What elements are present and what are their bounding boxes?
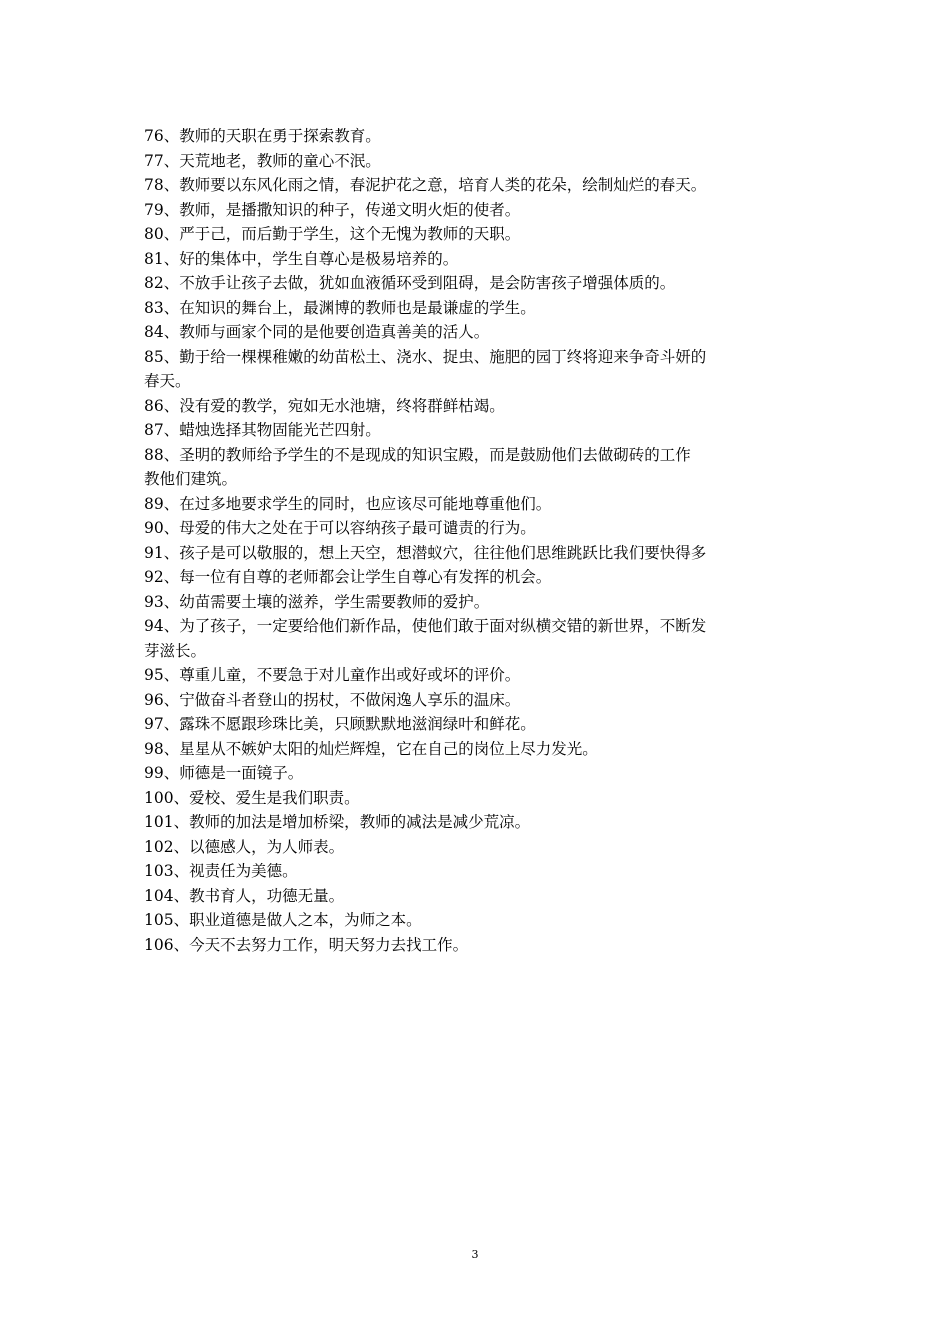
text-line: 106、今天不去努力工作，明天努力去找工作。 xyxy=(144,935,469,954)
text-line: 103、视责任为美德。 xyxy=(144,862,298,880)
page-number: 3 xyxy=(471,1248,479,1261)
text-line: 81、好的集体中，学生自尊心是极易培养的。 xyxy=(144,249,459,268)
text-line: 76、教师的天职在勇于探索教育。 xyxy=(144,127,381,145)
text-line: 97、露珠不愿跟珍珠比美，只顾默默地滋润绿叶和鲜花。 xyxy=(144,715,536,733)
text-line: 101、教师的加法是增加桥梁，教师的减法是减少荒凉。 xyxy=(144,813,531,831)
text-line: 90、母爱的伟大之处在于可以容纳孩子最可谴责的行为。 xyxy=(144,519,536,537)
text-line: 教他们建筑。 xyxy=(144,470,238,488)
text-line: 芽滋长。 xyxy=(144,641,207,660)
text-line: 89、在过多地要求学生的同时，也应该尽可能地尊重他们。 xyxy=(144,494,552,513)
text-line: 96、宁做奋斗者登山的拐杖，不做闲逸人享乐的温床。 xyxy=(144,690,521,709)
text-line: 80、严于己，而后勤于学生，这个无愧为教师的天职。 xyxy=(144,225,521,243)
quote-list xyxy=(144,124,814,957)
text-line: 84、教师与画家个同的是他要创造真善美的活人。 xyxy=(144,323,490,341)
text-line: 82、不放手让孩子去做，犹如血液循环受到阻碍，是会防害孩子增强体质的。 xyxy=(144,274,676,292)
text-line: 98、星星从不嫉妒太阳的灿烂辉煌，它在自己的岗位上尽力发光。 xyxy=(144,739,598,758)
text-line: 104、教书育人，功德无量。 xyxy=(144,886,345,905)
text-line: 95、尊重儿童，不要急于对儿童作出或好或坏的评价。 xyxy=(144,666,521,684)
text-line: 79、教师，是播撒知识的种子，传递文明火炬的使者。 xyxy=(144,200,521,219)
text-line: 83、在知识的舞台上，最渊博的教师也是最谦虚的学生。 xyxy=(144,298,536,317)
text-line: 94、为了孩子，一定要给他们新作品，使他们敢于面对纵横交错的新世界，不断发 xyxy=(144,617,707,635)
text-line: 93、幼苗需要土壤的滋养，学生需要教师的爱护。 xyxy=(144,592,490,611)
text-line: 78、教师要以东风化雨之情，春泥护花之意，培育人类的花朵，绘制灿烂的春天。 xyxy=(144,176,707,194)
text-line: 102、以德感人，为人师表。 xyxy=(144,837,345,856)
text-line: 92、每一位有自尊的老师都会让学生自尊心有发挥的机会。 xyxy=(144,568,552,586)
text-line: 88、圣明的教师给予学生的不是现成的知识宝殿，而是鼓励他们去做砌砖的工作 xyxy=(144,445,691,464)
text-line: 85、勤于给一棵棵稚嫩的幼苗松土、浇水、捉虫、施肥的园丁终将迎来争奇斗妍的 xyxy=(144,347,707,366)
text-line: 春天。 xyxy=(144,372,191,390)
text-line: 77、天荒地老，教师的童心不泯。 xyxy=(144,151,381,170)
text-line: 105、职业道德是做人之本，为师之本。 xyxy=(144,911,422,929)
text-line: 100、爱校、爱生是我们职责。 xyxy=(144,788,360,807)
text-line: 87、蜡烛选择其物固能光芒四射。 xyxy=(144,421,381,439)
text-line: 86、没有爱的教学，宛如无水池塘，终将群鲜枯竭。 xyxy=(144,396,505,415)
text-line: 91、孩子是可以敬服的，想上天空，想潜蚁穴，往往他们思维跳跃比我们要快得多 xyxy=(144,543,707,562)
text-line: 99、师德是一面镜子。 xyxy=(144,764,304,782)
